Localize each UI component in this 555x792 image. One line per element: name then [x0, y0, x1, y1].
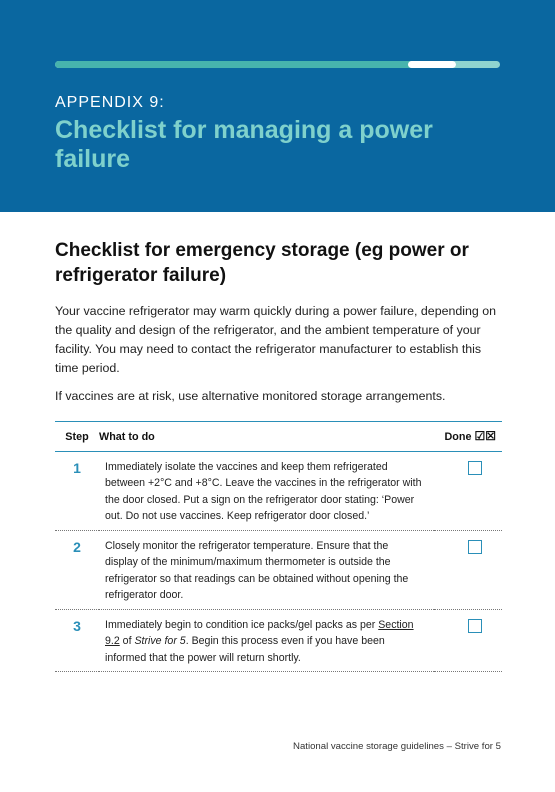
step-text: Closely monitor the refrigerator temperature. Ensure that the display of the minimum/maximum thermometer is outside the refrigerator so that readings can be obtained without opening the refrigerator door.: [99, 530, 434, 609]
done-cell: [434, 451, 502, 530]
step-text: Immediately isolate the vaccines and keep them refrigerated between +2°C and +8°C. Leave the vaccines in the refrigerator with the door closed. Put a sign on the refrigerator door stating: ‘Power out. Do not use vaccines. Keep refrigerator door closed.’: [99, 451, 434, 530]
risk-paragraph: If vaccines are at risk, use alternative monitored storage arrangements.: [55, 389, 446, 403]
checkbox-icon[interactable]: [468, 619, 482, 633]
header-done: [434, 422, 502, 452]
checkbox-icon[interactable]: [468, 461, 482, 475]
done-cell: [434, 530, 502, 609]
step-text-part: Immediately begin to condition ice packs/gel packs as per: [105, 618, 379, 631]
checklist-table: [55, 421, 502, 672]
appendix-label: APPENDIX 9:: [55, 94, 165, 111]
header-done-label: Done: [444, 431, 472, 443]
step-text-part: of: [119, 635, 135, 647]
step-number: 1: [55, 451, 99, 530]
progress-marker: [408, 61, 456, 68]
table-row: [55, 451, 502, 530]
step-number: 2: [55, 530, 99, 609]
table-row: [55, 609, 502, 672]
table-row: [55, 530, 502, 609]
step-number: 3: [55, 609, 99, 672]
done-checkbox-icons: ☑☒: [474, 429, 496, 443]
checkbox-icon[interactable]: [468, 540, 482, 554]
page-footer: National vaccine storage guidelines – Strive for 5: [293, 741, 501, 752]
progress-bar: [55, 61, 500, 68]
step-text-part: . Begin this process even if you have been informed that the power will return shortly.: [105, 635, 385, 664]
done-cell: [434, 609, 502, 672]
intro-paragraph: Your vaccine refrigerator may warm quickly during a power failure, depending on the quality and design of the refrigerator, and the ambient temperature of your facility. You may need to contact the refrigerator manufacturer to establish this time period.: [55, 304, 497, 375]
section-link[interactable]: Section 9.2: [105, 618, 414, 647]
page-title: Checklist for managing a power failure: [55, 116, 433, 173]
header-step: Step: [55, 422, 99, 452]
step-text: [99, 609, 434, 672]
table-header-row: [55, 422, 502, 452]
header-what: What to do: [99, 422, 434, 452]
section-heading: Checklist for emergency storage (eg power or refrigerator failure): [55, 240, 469, 286]
publication-title: Strive for 5: [134, 635, 186, 647]
header-banner: [0, 0, 555, 212]
progress-fill: [55, 61, 456, 68]
